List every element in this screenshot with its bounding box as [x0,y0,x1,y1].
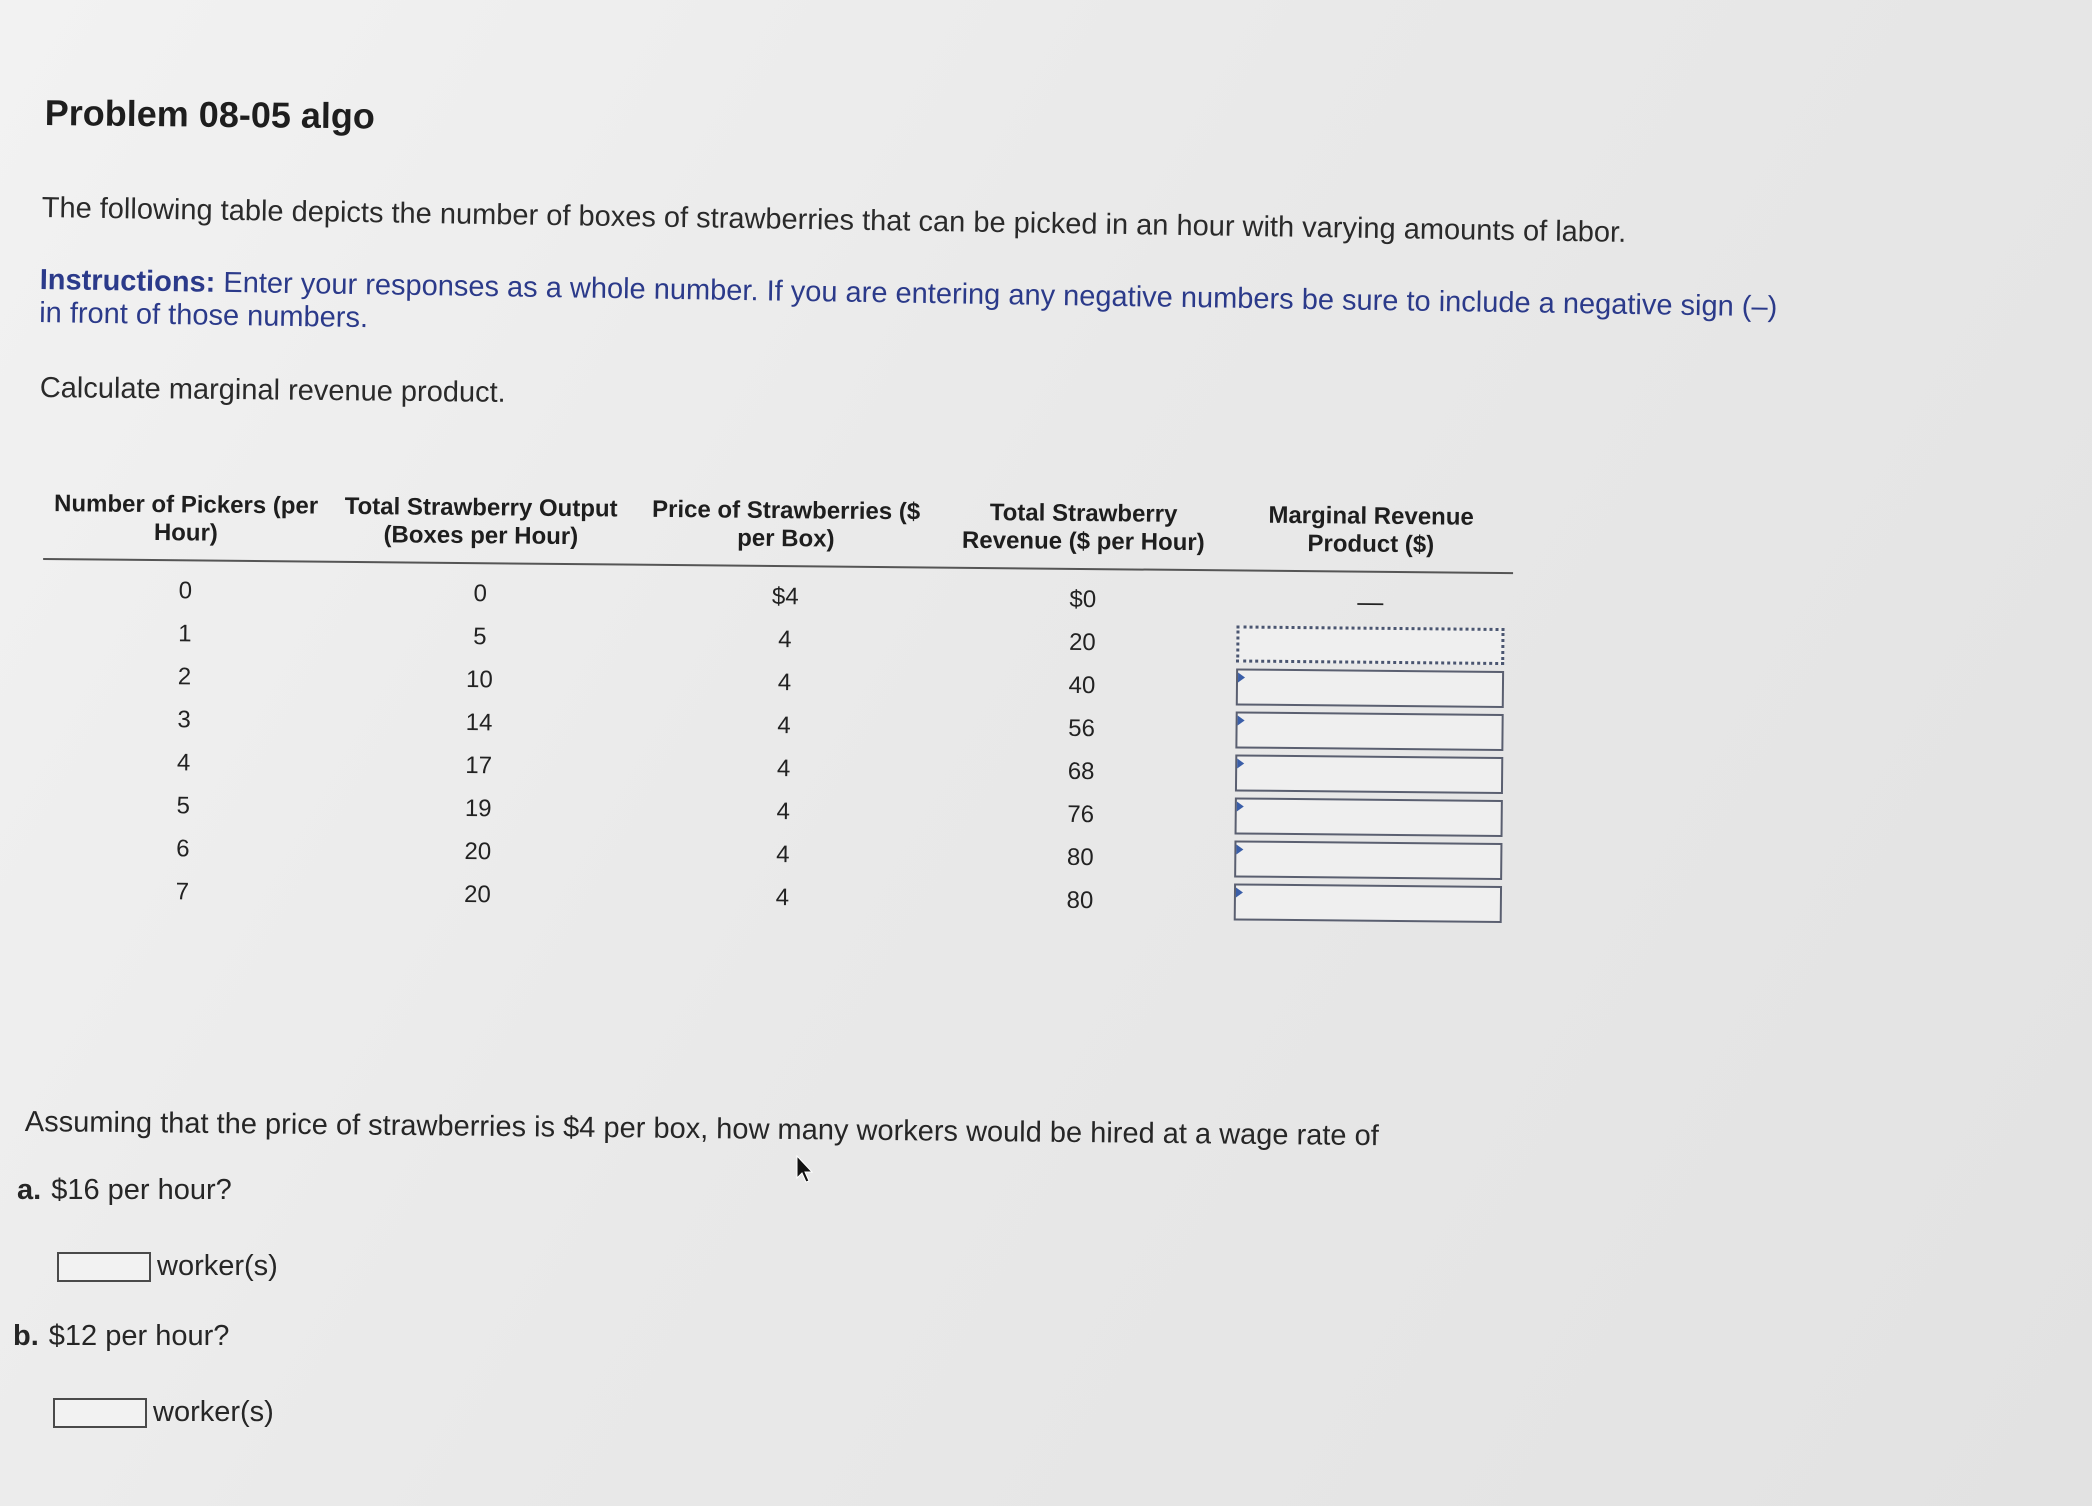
workers-input-a[interactable] [57,1252,151,1282]
cell-price: 4 [775,883,790,911]
mouse-pointer-icon [795,1154,815,1184]
mrp-input-6[interactable] [1234,840,1502,880]
cell-mrp [1227,625,1512,665]
part-b-text: $12 per hour? [48,1320,230,1352]
cell-price: 4 [776,840,790,868]
table-header [43,468,1514,574]
cell-mrp [1225,883,1510,923]
cell-pickers: 2 [177,662,192,690]
cell-output: 0 [473,579,488,607]
field-marker-icon [1237,672,1244,682]
header-pickers: Number of Pickers (per Hour) [53,490,319,547]
mrp-input-2[interactable] [1235,668,1503,708]
cell-revenue: 56 [1068,714,1096,742]
cell-revenue: 40 [1068,671,1096,699]
cell-pickers: 0 [178,576,193,604]
workers-unit-a: worker(s) [157,1250,278,1282]
workers-unit-b: worker(s) [153,1396,274,1428]
field-marker-icon [1236,801,1243,811]
problem-title: Problem 08-05 algo [44,92,376,137]
part-b-letter: b. [13,1320,39,1352]
field-marker-icon [1237,715,1244,725]
mrp-input-4[interactable] [1234,754,1502,794]
cell-price: $4 [771,582,799,610]
cell-price: 4 [777,668,792,696]
cell-pickers: 1 [178,619,192,647]
part-a-text: $16 per hour? [51,1174,232,1206]
cell-pickers: 7 [175,877,190,905]
part-a [17,1174,232,1207]
part-b-answer [53,1396,274,1429]
part-a-answer [57,1250,278,1283]
cell-pickers: 5 [176,791,191,819]
cell-output: 5 [473,622,487,650]
cell-output: 14 [465,708,493,736]
wage-question: Assuming that the price of strawberries is $4 per box, how many workers would be hired at a wage rate of [24,1106,1379,1153]
cell-mrp [1227,668,1512,708]
cell-pickers: 4 [176,748,191,776]
header-revenue: Total Strawberry Revenue ($ per Hour) [961,499,1205,557]
header-price: Price of Strawberries ($ per Box) [651,495,921,553]
field-marker-icon [1237,758,1244,768]
cell-mrp [1225,840,1510,880]
cell-mrp [1226,797,1511,837]
cell-price: 4 [776,797,791,825]
field-marker-icon [1235,887,1242,897]
field-marker-icon [1236,844,1243,854]
intro-text: The following table depicts the number of boxes of strawberries that can be picked in an hour with varying amounts of labor. [41,192,1627,249]
cell-pickers: 6 [176,834,190,862]
mrp-input-7[interactable] [1233,883,1501,923]
cell-output: 17 [465,751,493,779]
cell-output: 10 [466,665,493,693]
header-output: Total Strawberry Output (Boxes per Hour) [344,492,618,551]
cell-price: 4 [776,754,791,782]
cell-mrp [1226,711,1511,751]
part-a-letter: a. [17,1174,42,1206]
cell-revenue: 80 [1066,886,1094,914]
table-body [40,568,1513,926]
instructions-text: Enter your responses as a whole number. If you are entering any negative numbers be sure to include a negative sign (–) in front of those numbers. [38,266,1778,335]
cell-mrp [1226,754,1511,794]
cell-mrp-dash: — [1357,586,1384,617]
workers-input-b[interactable] [53,1398,147,1428]
cell-price: 4 [777,711,791,739]
cell-price: 4 [778,625,792,653]
instructions [39,264,1800,358]
cell-revenue: 20 [1068,628,1096,656]
cell-output: 20 [464,837,492,865]
cell-revenue: 76 [1067,800,1095,828]
cell-revenue: 68 [1067,757,1095,785]
cell-revenue: $0 [1069,585,1097,613]
cell-revenue: 80 [1066,843,1094,871]
instructions-label: Instructions: [39,264,216,299]
part-b [13,1320,229,1353]
header-mrp: Marginal Revenue Product ($) [1268,501,1474,559]
mrp-input-3[interactable] [1235,711,1503,751]
cell-output: 20 [463,880,491,908]
calc-prompt: Calculate marginal revenue product. [39,372,506,409]
cell-pickers: 3 [177,705,191,733]
mrp-input-1[interactable] [1236,625,1504,665]
cell-output: 19 [464,794,492,822]
mrp-input-5[interactable] [1234,797,1502,837]
mrp-table [40,468,1514,926]
